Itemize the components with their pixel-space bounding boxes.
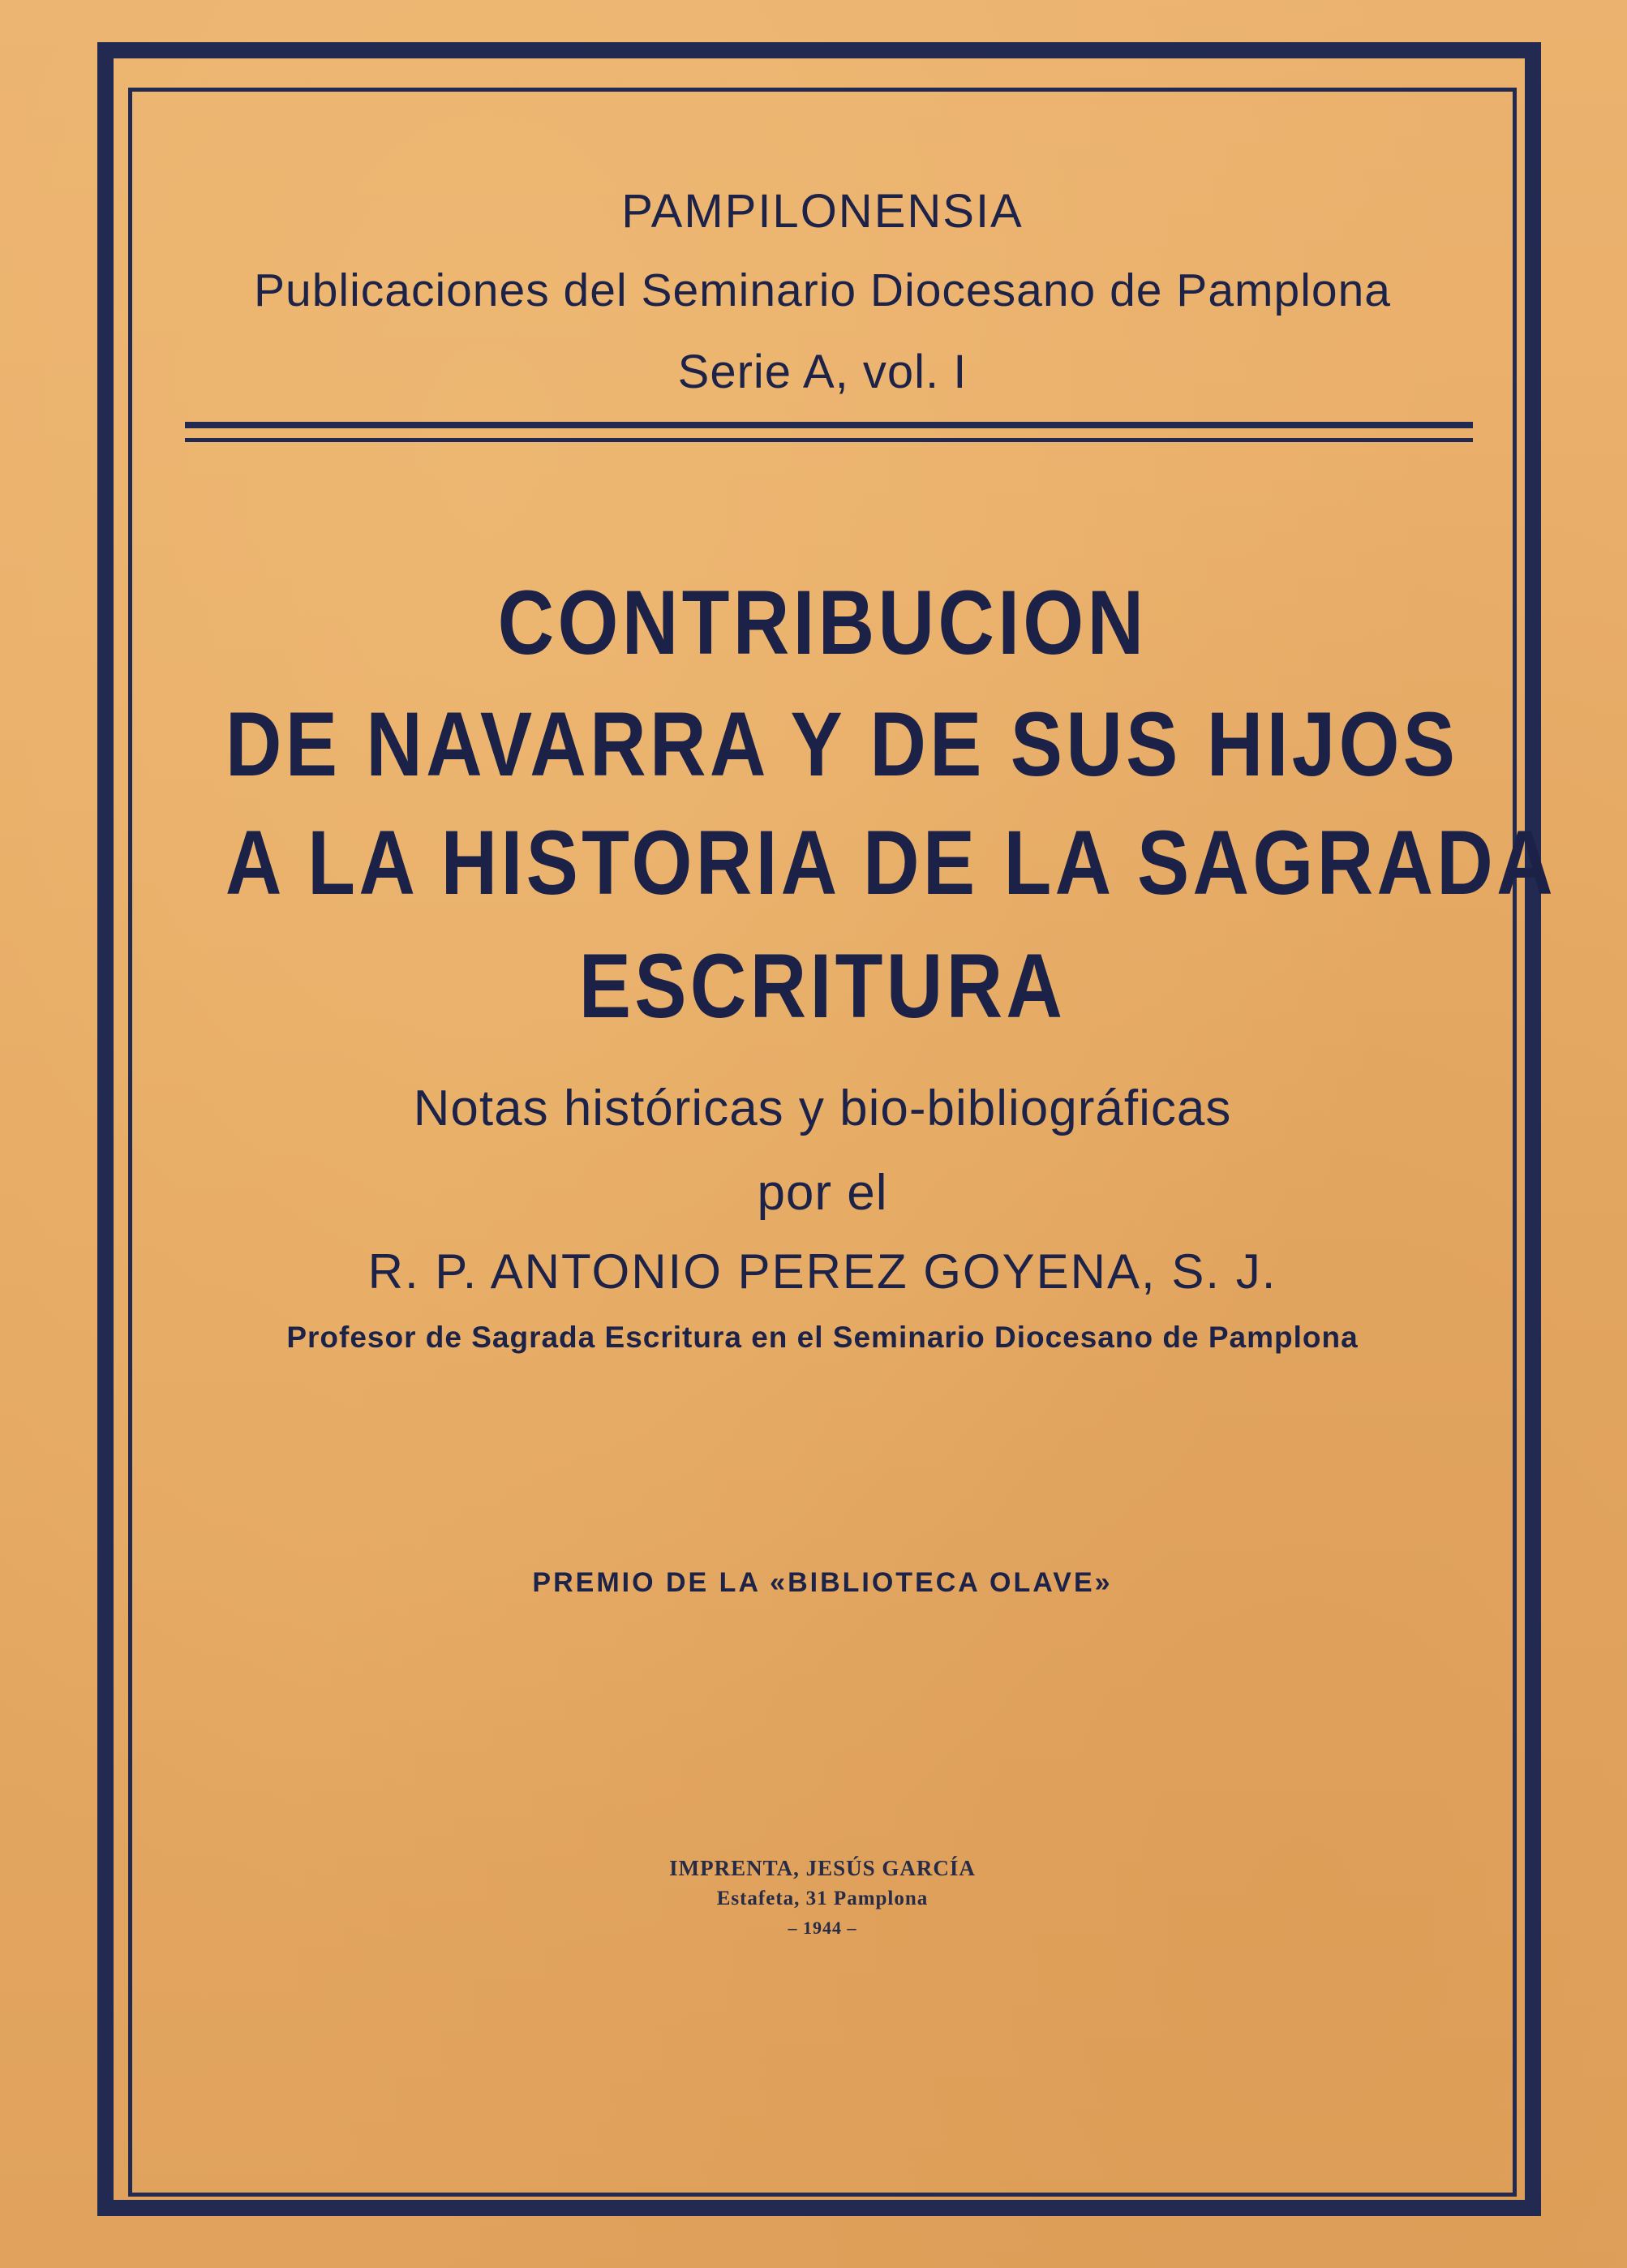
series-volume: Serie A, vol. I bbox=[677, 346, 968, 398]
inner-border bbox=[128, 88, 1557, 2197]
title-line-1: CONTRIBUCION bbox=[497, 572, 1148, 673]
author-role: Profesor de Sagrada Escritura en el Seminario Diocesano de Pamplona bbox=[286, 1321, 1359, 1354]
award-note: PREMIO DE LA «BIBLIOTECA OLAVE» bbox=[532, 1567, 1113, 1598]
byline: por el bbox=[757, 1165, 888, 1221]
subtitle: Notas históricas y bio-bibliográficas bbox=[413, 1080, 1232, 1136]
title-line-2: DE NAVARRA Y DE SUS HIJOS bbox=[225, 694, 1459, 795]
series-publication: Publicaciones del Seminario Diocesano de Pamplona bbox=[254, 264, 1391, 316]
title-line-4: ESCRITURA bbox=[578, 935, 1067, 1037]
title-line-3: A LA HISTORIA DE LA SAGRADA bbox=[225, 812, 1557, 913]
printer-address: Estafeta, 31 Pamplona bbox=[716, 1888, 929, 1909]
printer-name: IMPRENTA, JESÚS GARCÍA bbox=[669, 1856, 976, 1880]
printer-year: – 1944 – bbox=[788, 1918, 857, 1938]
author-name: R. P. ANTONIO PEREZ GOYENA, S. J. bbox=[367, 1244, 1277, 1299]
divider-thick bbox=[185, 422, 1473, 428]
divider-thin bbox=[185, 438, 1473, 442]
series-name: PAMPILONENSIA bbox=[621, 185, 1024, 238]
